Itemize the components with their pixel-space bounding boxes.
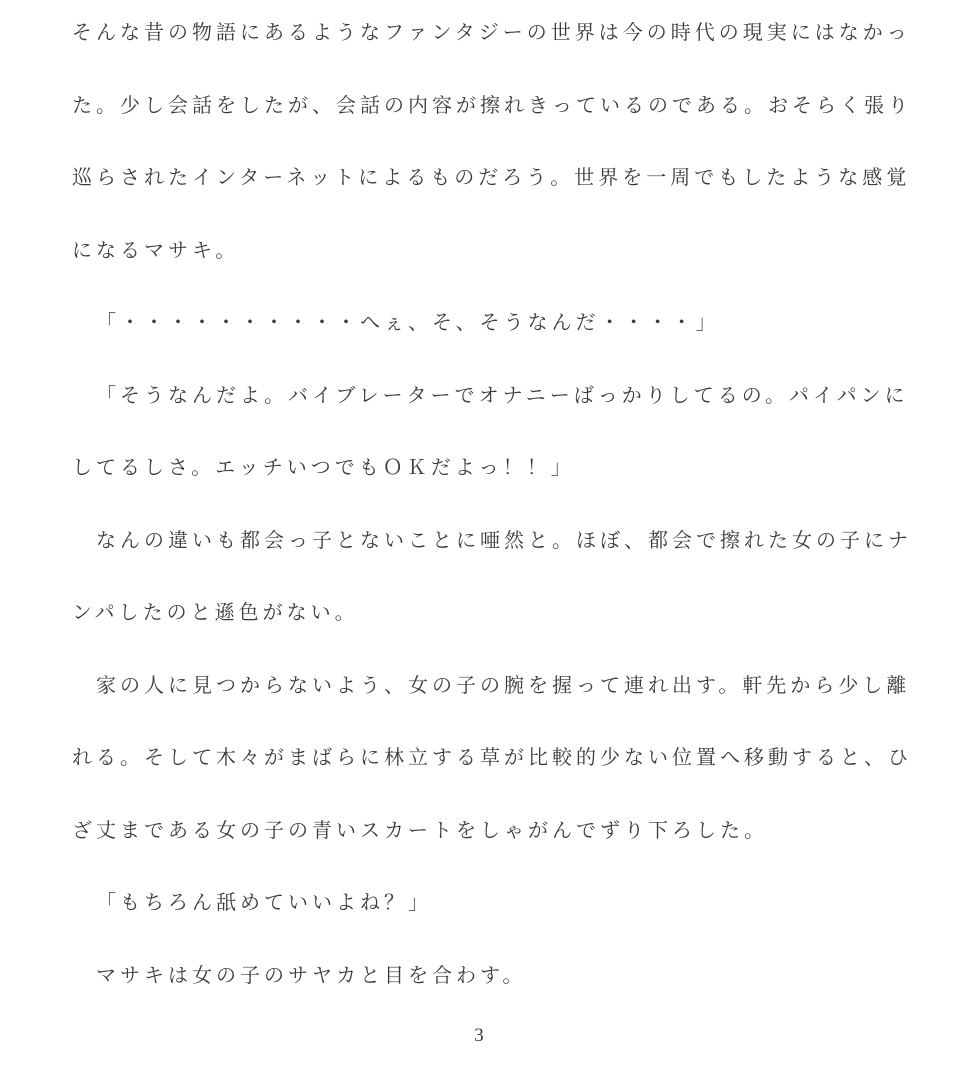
page-number: 3: [474, 1025, 484, 1046]
text-line: ンパしたのと遜色がない。: [72, 600, 359, 624]
text-line: た。少し会話をしたが、会話の内容が擦れきっているのである。おそらく張り: [72, 92, 912, 117]
text-line: になるマサキ。: [72, 237, 240, 262]
text-line: してるしさ。エッチいつでもＯＫだよっ！！」: [72, 455, 575, 479]
text-line: 家の人に見つからないよう、女の子の腕を握って連れ出す。軒先から少し離: [96, 672, 911, 697]
text-line: れる。そして木々がまばらに林立する草が比較的少ない位置へ移動すると、ひ: [72, 745, 912, 769]
text-line: 「もちろん舐めていいよね？」: [96, 890, 432, 914]
text-line: マサキは女の子のサヤカと目を合わす。: [96, 962, 527, 987]
text-line: ざ丈まである女の子の青いスカートをしゃがんでずり下ろした。: [72, 817, 768, 842]
text-line: 「そうなんだよ。バイブレーターでオナニーばっかりしてるの。パイパンに: [96, 382, 909, 407]
text-line: なんの違いも都会っ子とないことに唖然と。ほぼ、都会で擦れた女の子にナ: [96, 527, 912, 552]
body-text: [72, 12, 912, 1027]
text-line: 巡らされたインターネットによるものだろう。世界を一周でもしたような感覚: [72, 165, 911, 189]
text-line: 「・・・・・・・・・・へぇ、そ、そうなんだ・・・・」: [96, 310, 720, 334]
text-line: そんな昔の物語にあるようなファンタジーの世界は今の時代の現実にはなかっ: [72, 20, 911, 44]
